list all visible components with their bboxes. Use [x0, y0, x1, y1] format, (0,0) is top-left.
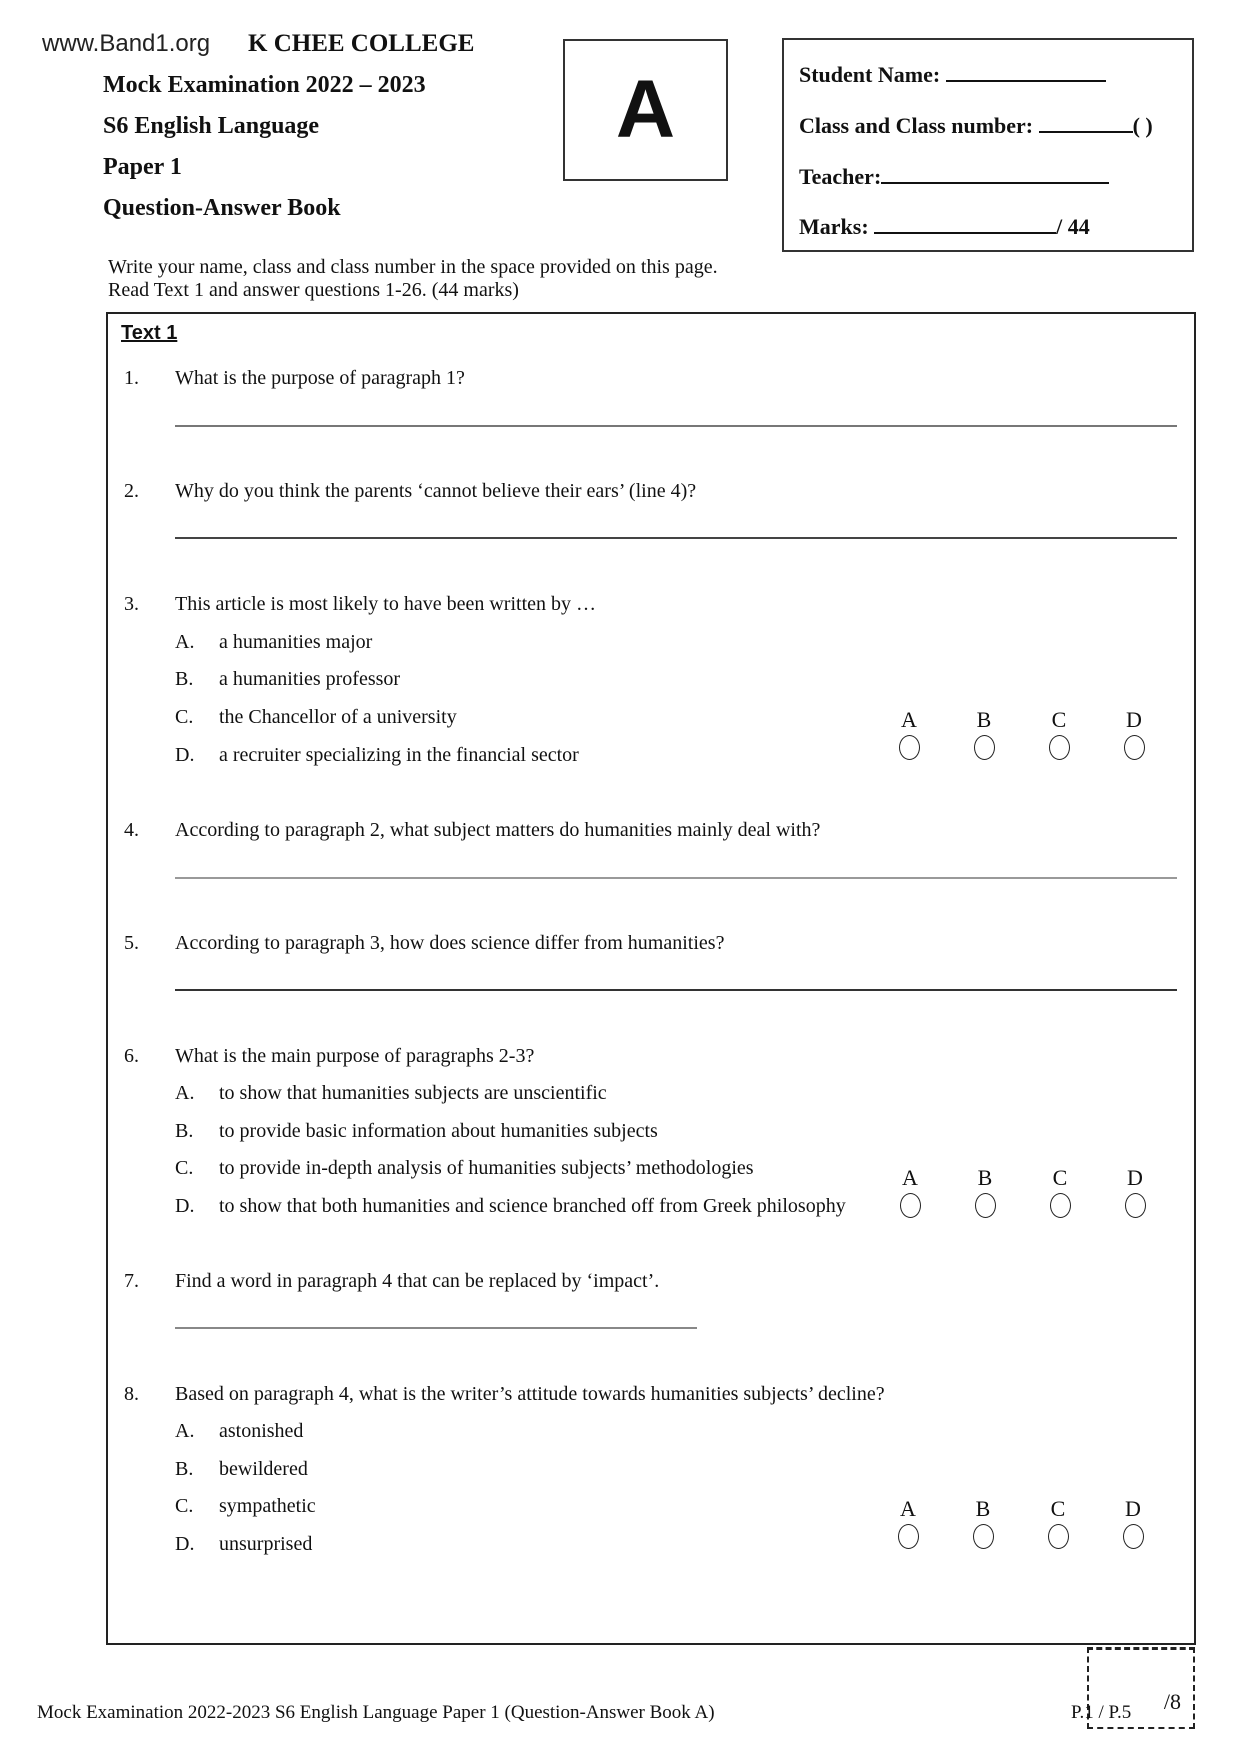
circle-icon[interactable] [975, 1193, 996, 1218]
option-text: a humanities major [219, 631, 373, 653]
marks-field[interactable] [874, 216, 1056, 234]
bubble-d[interactable]: D [1118, 1496, 1148, 1549]
teacher-label: Teacher: [799, 164, 882, 189]
student-info-box [782, 38, 1194, 252]
bubble-a[interactable]: A [895, 1165, 925, 1218]
question-number: 4. [124, 819, 139, 841]
option-letter: D. [175, 744, 195, 766]
paper-title: Paper 1 [103, 154, 182, 180]
subject-title: S6 English Language [103, 113, 320, 139]
option-text: a recruiter specializing in the financial sector [219, 744, 579, 766]
question-number: 8. [124, 1383, 139, 1405]
option-text: astonished [219, 1420, 304, 1442]
answer-line-7[interactable] [175, 1327, 697, 1329]
question-number: 3. [124, 593, 139, 615]
question-number: 6. [124, 1045, 139, 1067]
question-number: 5. [124, 932, 139, 954]
school-name: K CHEE COLLEGE [248, 30, 475, 57]
version-letter: A [615, 64, 676, 155]
bubble-c[interactable]: C [1043, 1496, 1073, 1549]
question-text: Why do you think the parents ‘cannot believe their ears’ (line 4)? [175, 480, 697, 502]
bubble-d[interactable]: D [1120, 1165, 1150, 1218]
circle-icon[interactable] [1048, 1524, 1069, 1549]
question-number: 2. [124, 480, 139, 502]
circle-icon[interactable] [899, 735, 920, 760]
bubble-b[interactable]: B [968, 1496, 998, 1549]
teacher-field[interactable] [881, 166, 1109, 184]
option-letter: A. [175, 1082, 195, 1104]
option-letter: C. [175, 1495, 194, 1517]
student-name-row [799, 62, 1106, 88]
option-text: to provide in-depth analysis of humanities subjects’ methodologies [219, 1157, 754, 1179]
bubble-c[interactable]: C [1045, 1165, 1075, 1218]
circle-icon[interactable] [974, 735, 995, 760]
circle-icon[interactable] [1050, 1193, 1071, 1218]
question-text: This article is most likely to have been written by … [175, 593, 597, 615]
question-text: According to paragraph 3, how does science differ from humanities? [175, 932, 725, 954]
option-letter: B. [175, 668, 194, 690]
class-field[interactable] [1039, 115, 1133, 133]
option-letter: C. [175, 706, 194, 728]
question-text: What is the main purpose of paragraphs 2-3? [175, 1045, 535, 1067]
teacher-row [799, 164, 1109, 190]
question-number: 1. [124, 367, 139, 389]
answer-line-4[interactable] [175, 877, 1177, 879]
option-letter: B. [175, 1120, 194, 1142]
question-text: What is the purpose of paragraph 1? [175, 367, 465, 389]
option-letter: C. [175, 1157, 194, 1179]
bubble-b[interactable]: B [969, 707, 999, 760]
bubble-a[interactable]: A [894, 707, 924, 760]
question-box [106, 312, 1196, 1645]
section-title: Text 1 [121, 322, 178, 344]
circle-icon[interactable] [898, 1524, 919, 1549]
option-text: bewildered [219, 1458, 308, 1480]
option-text: a humanities professor [219, 668, 401, 690]
instruction-line-1: Write your name, class and class number in the space provided on this page. [108, 256, 718, 278]
option-letter: A. [175, 1420, 195, 1442]
watermark: www.Band1.org [42, 30, 211, 57]
option-text: to provide basic information about humanities subjects [219, 1120, 658, 1142]
student-name-field[interactable] [946, 64, 1106, 82]
page-number: P.1 / P.5 [1071, 1702, 1132, 1723]
version-letter-box [563, 39, 728, 181]
option-text: to show that both humanities and science branched off from Greek philosophy [219, 1195, 846, 1217]
exam-title: Mock Examination 2022 – 2023 [103, 72, 426, 98]
option-letter: A. [175, 631, 195, 653]
circle-icon[interactable] [900, 1193, 921, 1218]
score-value: /8 [1163, 1689, 1181, 1714]
class-row [799, 113, 1153, 139]
bubble-a[interactable]: A [893, 1496, 923, 1549]
question-text: Based on paragraph 4, what is the writer’s attitude towards humanities subjects’ decline? [175, 1383, 885, 1405]
option-text: sympathetic [219, 1495, 316, 1517]
circle-icon[interactable] [1123, 1524, 1144, 1549]
book-title: Question-Answer Book [103, 195, 341, 221]
marks-total: / 44 [1056, 214, 1090, 239]
option-text: to show that humanities subjects are unscientific [219, 1082, 607, 1104]
circle-icon[interactable] [1125, 1193, 1146, 1218]
option-text: the Chancellor of a university [219, 706, 457, 728]
question-number: 7. [124, 1270, 139, 1292]
circle-icon[interactable] [1049, 735, 1070, 760]
answer-line-2[interactable] [175, 537, 1177, 539]
marks-label: Marks: [799, 214, 869, 239]
student-name-label: Student Name: [799, 62, 941, 87]
instruction-line-2: Read Text 1 and answer questions 1-26. (44 marks) [108, 279, 519, 301]
class-number-field[interactable]: ( ) [1132, 113, 1153, 138]
answer-line-5[interactable] [175, 989, 1177, 991]
class-label: Class and Class number: [799, 113, 1034, 138]
answer-line-1[interactable] [175, 425, 1177, 427]
bubble-c[interactable]: C [1044, 707, 1074, 760]
bubble-b[interactable]: B [970, 1165, 1000, 1218]
option-letter: D. [175, 1195, 195, 1217]
marks-row [799, 214, 1090, 240]
question-text: Find a word in paragraph 4 that can be replaced by ‘impact’. [175, 1270, 660, 1292]
option-letter: D. [175, 1533, 195, 1555]
bubble-d[interactable]: D [1119, 707, 1149, 760]
footer-title: Mock Examination 2022-2023 S6 English Language Paper 1 (Question-Answer Book A) [37, 1702, 715, 1723]
option-letter: B. [175, 1458, 194, 1480]
question-text: According to paragraph 2, what subject matters do humanities mainly deal with? [175, 819, 821, 841]
circle-icon[interactable] [1124, 735, 1145, 760]
circle-icon[interactable] [973, 1524, 994, 1549]
option-text: unsurprised [219, 1533, 313, 1555]
